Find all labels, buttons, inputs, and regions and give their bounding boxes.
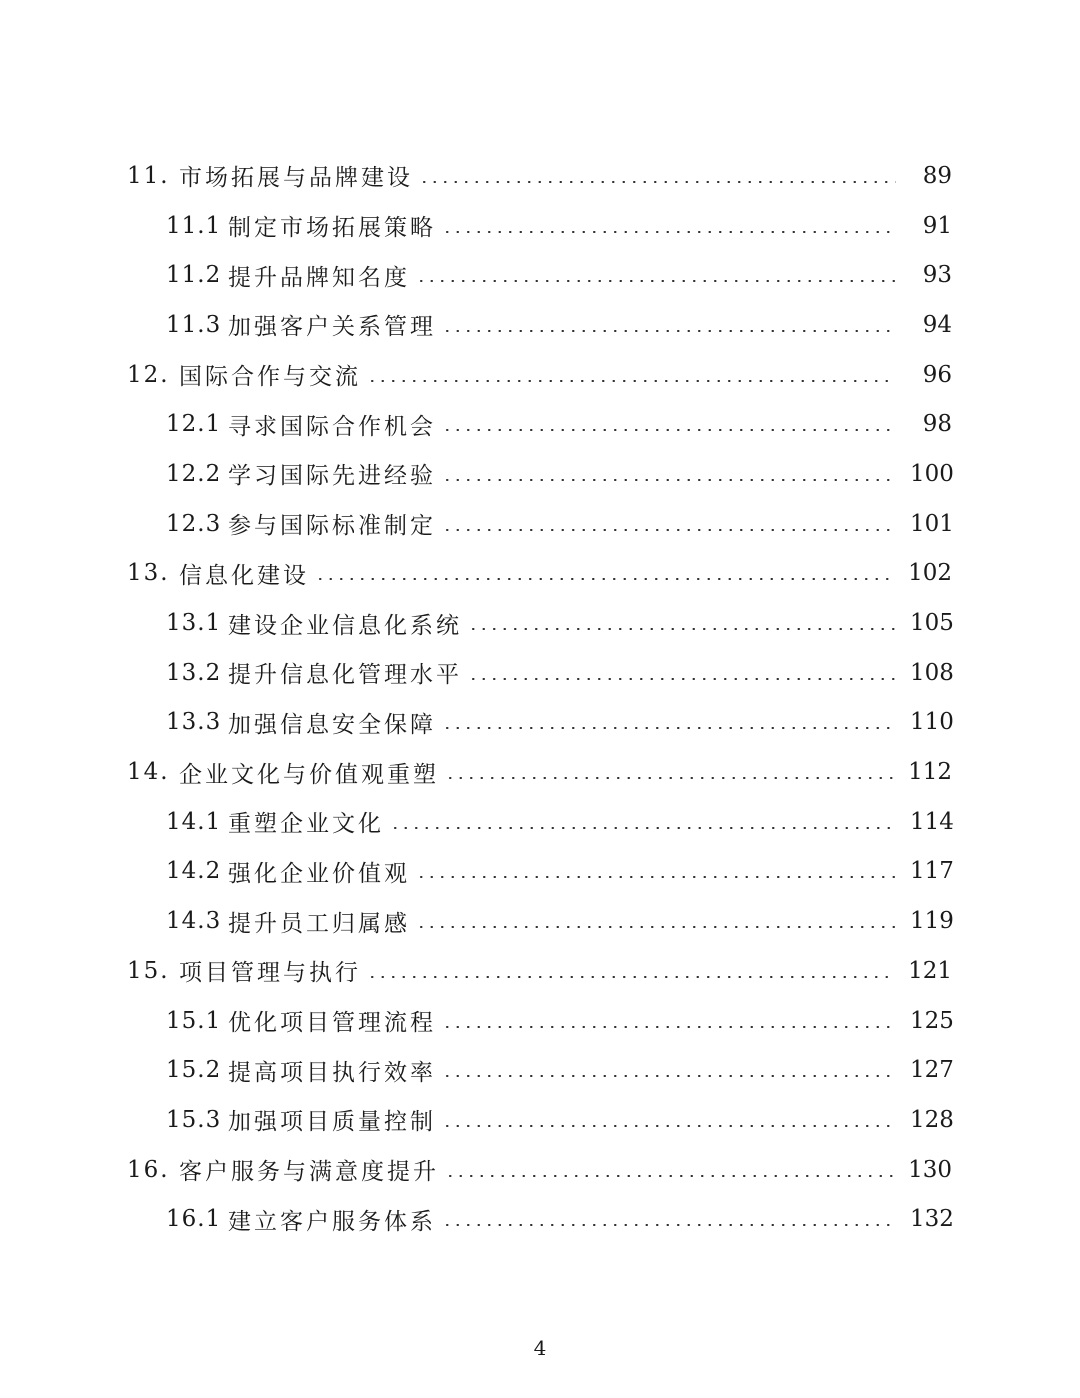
- toc-entry-number: 14.3: [166, 908, 222, 935]
- toc-dot-leader: [416, 876, 896, 878]
- toc-subsection-entry[interactable]: [0, 499, 1080, 549]
- toc-dot-leader: [445, 1175, 896, 1177]
- toc-subsection-entry[interactable]: [0, 847, 1080, 897]
- toc-dot-leader: [445, 777, 896, 779]
- toc-entry-title: 加强客户关系管理: [228, 314, 436, 341]
- toc-entry-title: 建立客户服务体系: [228, 1208, 436, 1235]
- toc-entry-page: 130: [908, 1156, 952, 1183]
- toc-dot-leader: [367, 380, 896, 382]
- toc-entry-title: 项目管理与执行: [179, 960, 361, 987]
- toc-dot-leader: [419, 181, 896, 183]
- toc-subsection-entry[interactable]: [0, 598, 1080, 648]
- toc-entry-title: 客户服务与满意度提升: [179, 1159, 439, 1186]
- toc-section-entry[interactable]: [0, 747, 1080, 797]
- toc-entry-page: 114: [910, 808, 954, 835]
- toc-entry-title: 信息化建设: [179, 562, 309, 589]
- toc-entry-page: 127: [910, 1057, 954, 1084]
- toc-dot-leader: [442, 1125, 896, 1127]
- toc-entry-number: 14.2: [166, 858, 222, 885]
- toc-dot-leader: [468, 678, 896, 680]
- toc-entry-number: 16.: [127, 1156, 170, 1183]
- toc-dot-leader: [442, 1224, 896, 1226]
- toc-entry-title: 优化项目管理流程: [228, 1010, 436, 1037]
- toc-entry-number: 12.3: [166, 510, 222, 537]
- toc-entry-page: 128: [910, 1106, 954, 1133]
- toc-entry-number: 14.1: [166, 808, 222, 835]
- toc-dot-leader: [367, 976, 896, 978]
- toc-section-entry[interactable]: [0, 549, 1080, 599]
- toc-dot-leader: [442, 1026, 896, 1028]
- toc-dot-leader: [442, 529, 896, 531]
- toc-entry-title: 强化企业价值观: [228, 860, 410, 887]
- toc-entry-title: 制定市场拓展策略: [228, 215, 436, 242]
- toc-subsection-entry[interactable]: [0, 648, 1080, 698]
- toc-entry-number: 13.2: [166, 659, 222, 686]
- toc-entry-number: 13.: [127, 560, 170, 587]
- toc-entry-page: 105: [910, 610, 954, 637]
- toc-dot-leader: [442, 479, 896, 481]
- toc-entry-number: 15.3: [166, 1106, 222, 1133]
- toc-subsection-entry[interactable]: [0, 201, 1080, 251]
- toc-section-entry[interactable]: [0, 350, 1080, 400]
- toc-dot-leader: [442, 1075, 896, 1077]
- toc-entry-number: 11.3: [166, 311, 222, 338]
- toc-entry-page: 125: [910, 1007, 954, 1034]
- toc-entry-page: 102: [908, 560, 952, 587]
- toc-entry-number: 13.1: [166, 610, 222, 637]
- toc-entry-title: 重塑企业文化: [228, 811, 384, 838]
- toc-dot-leader: [442, 727, 896, 729]
- toc-entry-page: 110: [910, 709, 954, 736]
- toc-entry-number: 16.1: [166, 1206, 222, 1233]
- toc-entry-title: 提升信息化管理水平: [228, 662, 462, 689]
- toc-entry-number: 11.2: [166, 262, 222, 289]
- toc-subsection-entry[interactable]: [0, 1194, 1080, 1244]
- toc-section-entry[interactable]: [0, 151, 1080, 201]
- toc-entry-title: 市场拓展与品牌建设: [179, 165, 413, 192]
- toc-entry-number: 13.3: [166, 709, 222, 736]
- toc-dot-leader: [390, 827, 896, 829]
- toc-entry-title: 加强信息安全保障: [228, 711, 436, 738]
- toc-entry-page: 93: [922, 262, 952, 289]
- toc-entry-page: 121: [908, 957, 952, 984]
- toc-entry-page: 89: [922, 162, 952, 189]
- toc-dot-leader: [442, 330, 896, 332]
- toc-subsection-entry[interactable]: [0, 449, 1080, 499]
- toc-entry-number: 15.2: [166, 1057, 222, 1084]
- toc-entry-title: 提高项目执行效率: [228, 1059, 436, 1086]
- toc-entry-number: 11.1: [166, 212, 222, 239]
- toc-section-entry[interactable]: [0, 946, 1080, 996]
- toc-dot-leader: [416, 926, 896, 928]
- toc-entry-number: 14.: [127, 759, 170, 786]
- toc-entry-page: 112: [908, 759, 952, 786]
- toc-dot-leader: [442, 429, 896, 431]
- toc-subsection-entry[interactable]: [0, 896, 1080, 946]
- toc-entry-title: 建设企业信息化系统: [228, 612, 462, 639]
- toc-entry-page: 132: [910, 1206, 954, 1233]
- toc-entry-page: 101: [910, 510, 954, 537]
- toc-subsection-entry[interactable]: [0, 1095, 1080, 1145]
- toc-dot-leader: [468, 628, 896, 630]
- toc-subsection-entry[interactable]: [0, 996, 1080, 1046]
- toc-entry-number: 15.1: [166, 1007, 222, 1034]
- toc-entry-page: 91: [922, 212, 952, 239]
- table-of-contents: [0, 151, 1080, 1244]
- toc-entry-title: 提升品牌知名度: [228, 264, 410, 291]
- toc-section-entry[interactable]: [0, 1145, 1080, 1195]
- toc-subsection-entry[interactable]: [0, 698, 1080, 748]
- toc-entry-title: 参与国际标准制定: [228, 513, 436, 540]
- toc-entry-page: 94: [922, 311, 952, 338]
- toc-dot-leader: [442, 231, 896, 233]
- toc-entry-title: 加强项目质量控制: [228, 1109, 436, 1136]
- toc-entry-page: 117: [910, 858, 954, 885]
- toc-subsection-entry[interactable]: [0, 1045, 1080, 1095]
- toc-entry-page: 98: [922, 411, 952, 438]
- toc-entry-number: 12.: [127, 361, 170, 388]
- toc-entry-title: 企业文化与价值观重塑: [179, 761, 439, 788]
- toc-subsection-entry[interactable]: [0, 250, 1080, 300]
- toc-dot-leader: [416, 280, 896, 282]
- toc-dot-leader: [315, 578, 896, 580]
- toc-entry-number: 12.1: [166, 411, 222, 438]
- toc-subsection-entry[interactable]: [0, 399, 1080, 449]
- toc-subsection-entry[interactable]: [0, 300, 1080, 350]
- toc-entry-number: 11.: [127, 162, 170, 189]
- toc-entry-number: 15.: [127, 957, 170, 984]
- toc-entry-title: 寻求国际合作机会: [228, 413, 436, 440]
- toc-entry-page: 96: [922, 361, 952, 388]
- toc-entry-page: 119: [910, 908, 954, 935]
- toc-entry-page: 108: [910, 659, 954, 686]
- page-number: 4: [533, 1336, 547, 1360]
- toc-entry-title: 提升员工归属感: [228, 910, 410, 937]
- toc-entry-title: 学习国际先进经验: [228, 463, 436, 490]
- toc-entry-page: 100: [910, 460, 954, 487]
- toc-entry-number: 12.2: [166, 460, 222, 487]
- toc-entry-title: 国际合作与交流: [179, 364, 361, 391]
- toc-subsection-entry[interactable]: [0, 797, 1080, 847]
